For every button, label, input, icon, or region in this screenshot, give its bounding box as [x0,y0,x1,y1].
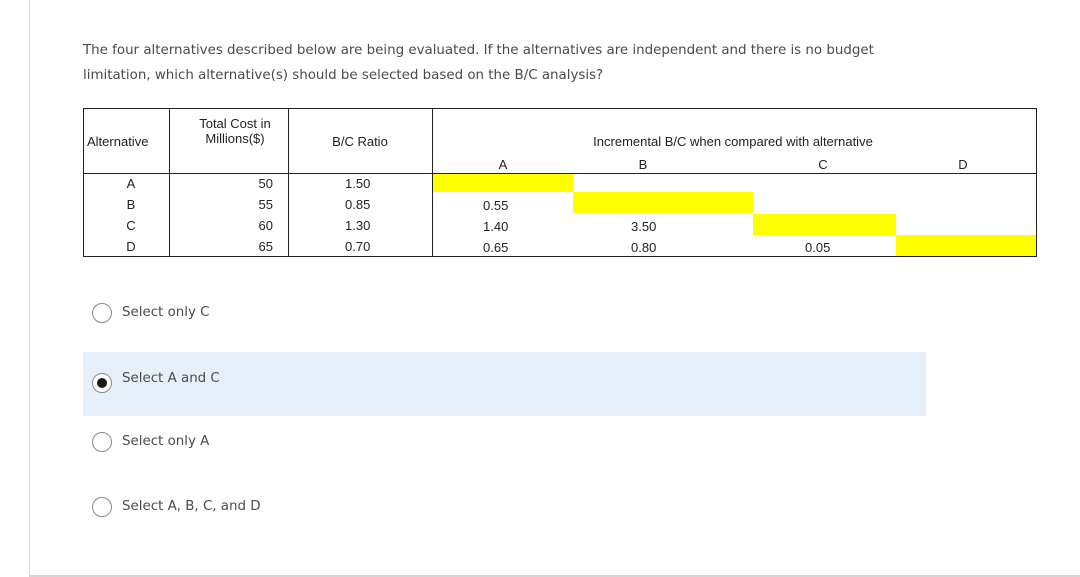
header-col-d: D [958,157,968,172]
radio-button[interactable] [92,432,112,452]
header-incremental: Incremental B/C when compared with alternative [593,134,873,149]
diagonal-highlight [573,192,753,213]
row-d-inc-b: 0.80 [631,240,657,255]
row-b-inc-a: 0.55 [483,198,509,213]
diagonal-highlight [896,235,1036,256]
option-select-a-and-c[interactable] [83,352,926,416]
row-b-alt: B [126,197,136,212]
header-alternative: Alternative [87,134,149,149]
row-a-alt: A [126,176,136,191]
header-total-cost-line2: Millions($) [205,131,265,146]
panel-left-border [29,0,30,577]
header-col-c: C [818,157,828,172]
row-c-bc: 1.30 [345,218,371,233]
table-divider [288,108,289,257]
option-select-only-c[interactable] [83,282,926,346]
option-label: Select only A [122,434,210,449]
option-label: Select A, B, C, and D [122,499,261,514]
row-d-bc: 0.70 [345,239,371,254]
row-c-inc-a: 1.40 [483,219,509,234]
row-d-cost: 65 [258,239,273,254]
header-total-cost-line1: Total Cost in [199,116,271,131]
row-b-cost: 55 [258,197,273,212]
radio-button-selected[interactable] [92,373,112,393]
row-b-bc: 0.85 [345,197,371,212]
bc-table [83,108,1037,257]
row-a-bc: 1.50 [345,176,371,191]
radio-button[interactable] [92,303,112,323]
row-c-alt: C [126,218,136,233]
row-a-cost: 50 [258,176,273,191]
row-c-inc-b: 3.50 [631,219,657,234]
option-label: Select A and C [122,371,220,386]
row-d-alt: D [126,239,136,254]
option-label: Select only C [122,305,210,320]
table-divider [169,108,170,257]
header-col-a: A [498,157,508,172]
row-d-inc-c: 0.05 [805,240,831,255]
option-select-only-a[interactable] [83,411,926,475]
question-text [83,38,963,88]
header-bc-ratio: B/C Ratio [332,134,388,149]
diagonal-highlight [753,214,896,235]
header-col-b: B [638,157,648,172]
question-line-2: limitation, which alternative(s) should be selected based on the B/C analysis? [83,68,604,83]
radio-button[interactable] [92,497,112,517]
question-line-1: The four alternatives described below are being evaluated. If the alternatives are independent and there is no budget [83,43,874,58]
row-c-cost: 60 [258,218,273,233]
row-d-inc-a: 0.65 [483,240,509,255]
radio-dot-icon [97,378,107,388]
diagonal-highlight [433,174,573,192]
option-select-a-b-c-d[interactable] [83,476,926,540]
